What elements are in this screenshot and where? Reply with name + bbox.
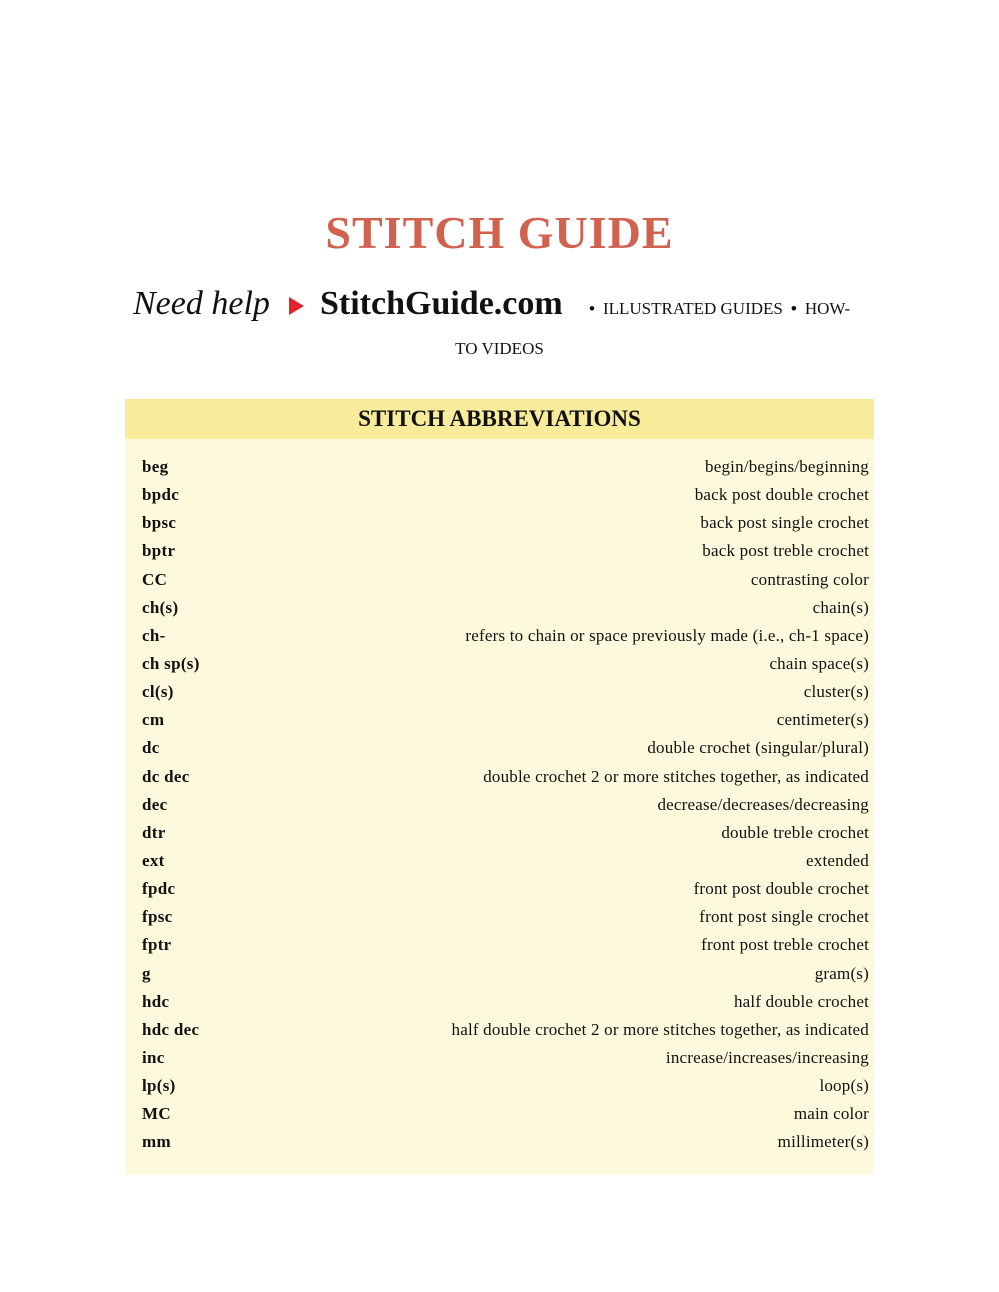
abbreviation: beg [142,457,169,476]
abbreviation: g [142,963,151,983]
page-title: STITCH GUIDE [325,207,674,258]
abbreviation-meaning: extended [806,850,869,870]
abbreviation: hdc [142,991,170,1011]
abbreviation-meaning: front post treble crochet [701,935,869,955]
abbreviation: dc [142,738,160,758]
list-item [142,622,869,650]
list-item [142,847,869,875]
abbreviation: fpdc [142,879,176,899]
abbreviation: cm [142,710,165,730]
abbreviation-meaning: main color [793,1104,869,1124]
abbreviation: dec [142,794,168,814]
abbreviation: ch sp(s) [142,653,200,673]
abbreviation-meaning: double treble crochet [721,822,869,842]
list-item [142,988,869,1016]
abbreviations-heading: STITCH ABBREVIATIONS [125,399,874,439]
list-item [142,594,869,622]
abbreviation-meaning: increase/increases/increasing [665,1047,869,1067]
abbreviation-meaning: centimeter(s) [776,710,869,730]
abbreviation: MC [142,1104,171,1124]
abbreviation: ch- [142,625,166,645]
help-line [133,278,873,328]
list-item [142,1100,869,1128]
list-item [142,566,869,594]
list-item [142,875,869,903]
abbreviation-meaning: double crochet 2 or more stitches together, as indicated [483,766,869,786]
list-item [142,1016,869,1044]
abbreviation-meaning: gram(s) [814,963,869,983]
abbreviation: bptr [142,541,176,561]
list-item [142,734,869,762]
abbreviation: bpdc [142,485,180,505]
illustrated-guides-label: ILLUSTRATED GUIDES [602,299,783,318]
abbreviation-meaning: chain(s) [812,597,869,617]
list-item [142,537,869,565]
list-item [142,819,869,847]
list-item [142,1072,869,1100]
abbreviation: lp(s) [142,1076,176,1096]
abbreviation-meaning: double crochet (singular/plural) [647,738,869,758]
abbreviation-meaning: front post double crochet [693,879,869,899]
list-item [142,1044,869,1072]
triangle-right-icon [289,297,304,315]
abbreviation: dtr [142,822,166,842]
abbreviation: fpsc [142,907,173,927]
abbreviation-meaning: half double crochet 2 or more stitches together, as indicated [451,1019,869,1039]
need-help-text: Need help [133,285,270,322]
list-item [142,509,869,537]
abbreviation: fptr [142,935,172,955]
abbreviations-box [125,399,874,1175]
list-item [142,763,869,791]
list-item [142,453,869,481]
abbreviation-meaning: back post double crochet [694,485,869,505]
abbreviation-meaning: refers to chain or space previously made (i.e., ch-1 space) [465,625,869,645]
abbreviations-list [125,439,874,1175]
abbreviation-meaning: decrease/decreases/decreasing [657,794,869,814]
list-item [142,931,869,959]
abbreviation-meaning: front post single crochet [699,907,869,927]
abbreviation: cl(s) [142,682,174,702]
abbreviation-meaning: back post single crochet [700,513,869,533]
abbreviation: ext [142,850,165,870]
guides-text [581,298,850,320]
abbreviation: hdc dec [142,1019,200,1039]
list-item [142,706,869,734]
list-item [142,1128,869,1156]
list-item [142,678,869,706]
abbreviation-meaning: millimeter(s) [777,1132,869,1152]
site-link[interactable]: StitchGuide.com [320,285,563,322]
abbreviation-meaning: loop(s) [819,1076,869,1096]
abbreviation-meaning: cluster(s) [803,682,869,702]
abbreviation: inc [142,1047,165,1067]
list-item [142,960,869,988]
list-item [142,791,869,819]
how-to-videos-label-start: HOW- [804,299,851,318]
bullet-separator: • [589,299,595,318]
abbreviation-meaning: back post treble crochet [702,541,869,561]
abbreviation: dc dec [142,766,190,786]
bullet-separator: • [790,299,797,318]
how-to-videos-label-end: TO VIDEOS [455,339,544,358]
abbreviation-meaning: begin/begins/beginning [705,457,869,476]
list-item [142,481,869,509]
abbreviation: mm [142,1132,171,1152]
abbreviation: CC [142,569,168,589]
list-item [142,903,869,931]
abbreviation: bpsc [142,513,177,533]
abbreviation-meaning: chain space(s) [769,653,869,673]
list-item [142,650,869,678]
abbreviation-meaning: half double crochet [733,991,869,1011]
abbreviation-meaning: contrasting color [750,569,869,589]
abbreviation: ch(s) [142,597,179,617]
